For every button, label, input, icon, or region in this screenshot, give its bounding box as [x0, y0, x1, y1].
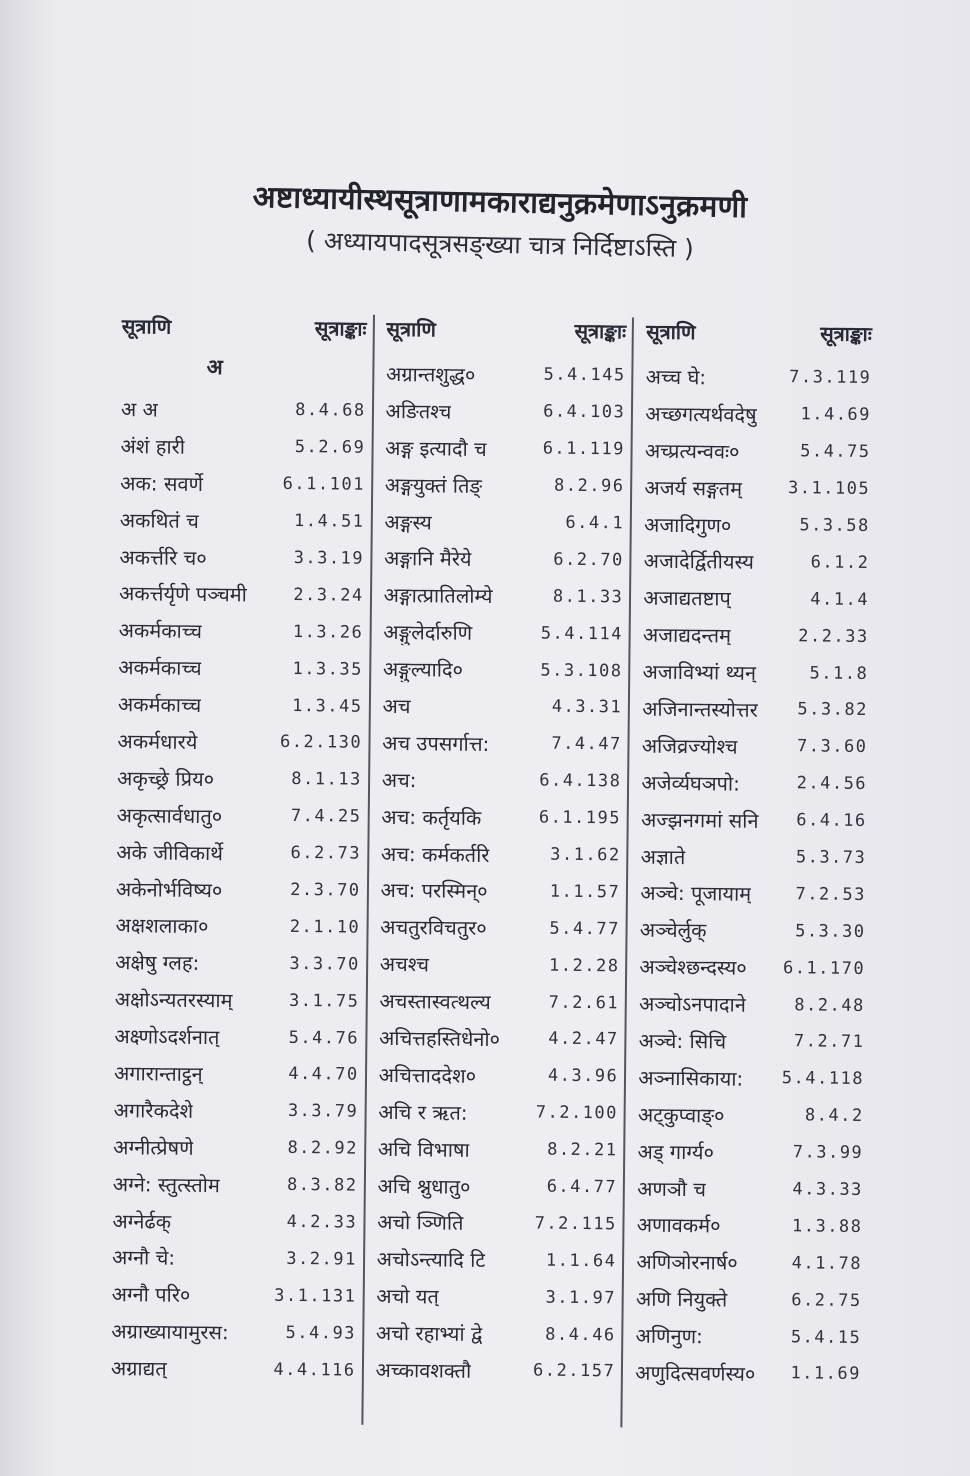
sutra-number: 1.3.88	[791, 1216, 863, 1237]
index-entry	[371, 613, 629, 653]
sutra-text: अचो ञ्णिति	[377, 1210, 464, 1236]
index-entry	[633, 394, 877, 433]
sutra-text: अग्राख्यायामुरस:	[111, 1319, 229, 1345]
index-entry	[630, 726, 874, 765]
sutra-text: अक्ष्णोऽदर्शनात्	[114, 1024, 220, 1050]
sutra-number: 7.2.115	[534, 1213, 617, 1235]
sutra-text: अगारैकदेशे	[113, 1097, 194, 1123]
column-rows	[623, 358, 877, 1393]
sutra-text: अजर्य सङ्गतम्	[644, 475, 743, 501]
index-entry	[370, 724, 628, 764]
index-entry	[373, 392, 631, 432]
sutra-number: 4.3.96	[547, 1066, 619, 1087]
sutra-number: 5.4.93	[285, 1322, 357, 1344]
sutra-number: 2.3.24	[293, 584, 364, 606]
sutra-text: अणि नियुक्ते	[635, 1286, 728, 1312]
sutra-text: अच उपसर्गात्त:	[382, 730, 490, 756]
sutra-number: 3.1.131	[274, 1285, 357, 1307]
index-entry	[372, 502, 630, 542]
sutra-number: 5.4.118	[781, 1068, 865, 1090]
index-entry	[632, 505, 876, 544]
sutra-text: अच्छगत्यर्थवदेषु	[645, 401, 757, 427]
sutra-text: अकृत्सार्वधातु०	[116, 802, 223, 828]
column-rows	[97, 390, 372, 1389]
sutra-text: अञ्नासिकाया:	[638, 1065, 744, 1091]
sutra-index-table	[96, 312, 878, 1430]
index-entry	[630, 690, 874, 729]
index-entry	[632, 542, 876, 581]
sutra-number: 3.1.75	[288, 990, 360, 1012]
index-entry	[623, 1354, 867, 1393]
index-entry	[370, 761, 628, 801]
sutra-number: 5.3.82	[797, 699, 868, 721]
sutra-text: अचि विभाषा	[377, 1136, 470, 1162]
index-entry	[627, 985, 871, 1024]
sutra-number: 1.1.57	[549, 881, 621, 903]
sutra-text: अजाद्यदन्तम्	[642, 622, 732, 648]
column-header-sutra: सूत्राणि	[121, 314, 172, 339]
sutra-number: 6.2.73	[290, 843, 362, 864]
sutra-text: अजाद्यतष्टाप्	[643, 585, 732, 611]
sutra-text: अच: कर्तृयकि	[381, 804, 482, 830]
sutra-number: 8.2.48	[794, 994, 865, 1016]
index-entry	[367, 982, 625, 1022]
index-entry	[629, 800, 873, 839]
sutra-number: 7.2.53	[795, 884, 867, 905]
sutra-text: अजादिगुण०	[643, 512, 732, 538]
sutra-text: अग्राद्यत्	[110, 1356, 167, 1381]
sutra-text: अचित्ताददेश०	[378, 1062, 477, 1088]
sutra-number: 5.4.145	[543, 365, 626, 386]
index-entry	[633, 431, 877, 470]
index-entry	[625, 1169, 869, 1208]
sutra-number: 4.3.33	[792, 1179, 863, 1200]
sutra-number: 8.4.68	[295, 400, 366, 422]
sutra-text: अच: परस्मिन्०	[380, 878, 488, 904]
index-entry	[107, 390, 372, 430]
sutra-text: अगारान्ताट्ठन्	[113, 1061, 203, 1087]
sutra-text: अणिनुण:	[635, 1323, 703, 1349]
index-entry	[628, 837, 872, 876]
sutra-number: 3.1.62	[550, 844, 621, 866]
index-entry	[626, 1095, 870, 1134]
sutra-number: 5.1.8	[809, 662, 869, 684]
index-entry	[98, 1202, 363, 1242]
sutra-text: अ अ	[120, 397, 159, 422]
sutra-number: 7.2.61	[548, 992, 620, 1013]
column-header	[374, 315, 632, 358]
sutra-number: 6.4.103	[543, 401, 626, 423]
index-column-3	[621, 317, 878, 1430]
column-header	[634, 318, 878, 361]
sutra-number: 3.3.19	[293, 547, 365, 569]
sutra-text: अट्कुप्वाङ्०	[637, 1102, 725, 1128]
sutra-number: 6.4.138	[539, 770, 622, 792]
index-entry	[370, 687, 628, 727]
sutra-text: अञ्चेश्छन्दस्य०	[639, 954, 747, 980]
sutra-text: अञ्चे: पूजायाम्	[640, 881, 752, 907]
index-entry	[625, 1132, 869, 1171]
sutra-text: अचश्च	[379, 952, 430, 977]
sutra-text: अञ्चोऽनपादाने	[638, 991, 746, 1017]
index-entry	[97, 1349, 362, 1389]
index-entry	[98, 1238, 363, 1278]
index-column-1	[96, 312, 372, 1425]
index-entry	[628, 911, 872, 950]
index-entry	[369, 797, 627, 837]
sutra-number: 3.3.79	[287, 1101, 359, 1123]
sutra-text: अणुदित्सवर्णस्य०	[635, 1360, 756, 1386]
index-entry	[625, 1206, 869, 1245]
sutra-number: 4.2.47	[548, 1029, 619, 1050]
index-entry	[373, 465, 631, 505]
index-entry	[631, 616, 875, 655]
index-entry	[106, 501, 371, 541]
sutra-number: 6.1.119	[542, 438, 626, 460]
index-entry	[97, 1312, 362, 1352]
sutra-text: अणञौ च	[637, 1176, 707, 1201]
sutra-number: 4.4.70	[288, 1064, 359, 1086]
index-entry	[631, 579, 875, 618]
sutra-text: अजिनान्तस्योत्तर	[642, 696, 759, 722]
sutra-text: अचोऽन्त्यादि टि	[376, 1247, 486, 1273]
sutra-text: अणिञोरनार्ष०	[636, 1249, 738, 1275]
index-entry	[105, 538, 370, 578]
index-entry	[372, 539, 630, 579]
sutra-number: 5.4.114	[540, 623, 624, 645]
index-entry	[363, 1351, 621, 1391]
column-header-sutra: सूत्राणि	[386, 316, 437, 342]
sutra-text: अकथितं च	[119, 507, 200, 533]
sutra-number: 5.4.77	[549, 918, 620, 940]
sutra-text: अग्नौ चे:	[111, 1245, 176, 1271]
sutra-text: अञ्चे: सिचि	[638, 1028, 727, 1054]
index-entry	[101, 980, 366, 1020]
sutra-text: अड् गार्ग्य०	[637, 1139, 715, 1165]
sutra-text: अच:	[381, 767, 417, 792]
sutra-number: 6.4.77	[546, 1176, 618, 1198]
sutra-text: अङितश्च	[385, 398, 452, 424]
sutra-number: 4.1.78	[791, 1253, 863, 1274]
sutra-text: अकेनोर्भविष्य०	[115, 876, 223, 902]
sutra-number: 8.4.2	[804, 1105, 864, 1127]
index-entry	[106, 427, 371, 467]
sutra-number: 5.4.76	[288, 1027, 360, 1049]
sutra-text: अग्नौ परि०	[111, 1282, 191, 1308]
sutra-text: अग्नीत्प्रेषणे	[113, 1134, 194, 1160]
index-entry	[372, 576, 630, 616]
column-header	[108, 312, 373, 355]
sutra-text: अणावकर्म०	[636, 1213, 721, 1238]
sutra-number: 8.2.92	[287, 1138, 359, 1159]
sutra-text: अचो यत्	[376, 1284, 440, 1309]
index-entry	[627, 948, 871, 987]
sutra-number: 4.3.31	[551, 697, 623, 718]
index-entry	[365, 1203, 623, 1243]
sutra-text: अच: कर्मकर्तरि	[380, 841, 490, 867]
sutra-number: 6.1.195	[538, 807, 622, 829]
sutra-number: 6.1.170	[782, 957, 866, 979]
sutra-number: 7.2.71	[793, 1031, 865, 1053]
sutra-number: 1.2.28	[548, 955, 620, 977]
sutra-number: 6.4.1	[565, 512, 625, 534]
sutra-number: 5.4.75	[800, 441, 871, 463]
index-entry	[368, 945, 626, 985]
sutra-number: 5.2.69	[294, 437, 366, 459]
index-entry	[364, 1314, 622, 1354]
sutra-number: 5.3.58	[799, 515, 870, 536]
index-entry	[103, 722, 368, 762]
sutra-number: 7.4.47	[551, 734, 622, 755]
page-heading	[140, 179, 860, 264]
index-entry	[366, 1093, 624, 1133]
index-entry	[374, 355, 632, 395]
index-entry	[98, 1275, 363, 1315]
index-entry	[366, 1129, 624, 1169]
sutra-number: 8.3.82	[286, 1175, 358, 1196]
sutra-number: 8.1.33	[552, 586, 624, 608]
index-entry	[368, 871, 626, 911]
index-entry	[629, 763, 873, 802]
sutra-text: अजिव्रज्योश्च	[641, 733, 738, 759]
index-entry	[365, 1240, 623, 1280]
sutra-text: अचित्तहस्तिधेनो०	[378, 1025, 501, 1052]
sutra-text: अङ्गयुक्तं तिङ्	[384, 472, 483, 498]
sutra-text: अच्कावशक्तौ	[375, 1357, 472, 1383]
sutra-text: अकर्त्तरि च०	[119, 544, 207, 570]
sutra-text: अञ्चेर्लुक्	[639, 917, 707, 943]
sutra-number: 7.4.25	[290, 806, 362, 827]
sutra-text: अङ्ग इत्यादौ च	[385, 435, 487, 461]
sutra-number: 7.2.100	[535, 1102, 619, 1124]
sutra-number: 8.1.13	[291, 769, 362, 791]
column-header-sutra: सूत्राणि	[646, 319, 696, 345]
sutra-text: अक्षशलाका०	[115, 913, 209, 939]
index-entry	[105, 574, 370, 614]
sutra-number: 3.3.70	[289, 953, 360, 975]
sutra-number: 1.4.51	[293, 511, 365, 532]
sutra-number: 4.1.4	[810, 589, 870, 610]
sutra-number: 6.2.130	[279, 732, 363, 754]
sutra-number: 2.4.56	[796, 773, 868, 795]
index-entry	[365, 1166, 623, 1206]
sutra-number: 6.2.75	[791, 1289, 862, 1311]
index-entry	[104, 611, 369, 651]
index-entry	[624, 1280, 868, 1319]
index-entry	[104, 685, 369, 725]
column-header-number: सूत्राङ्काः	[314, 316, 367, 341]
sutra-number: 5.4.15	[790, 1326, 862, 1348]
index-entry	[624, 1243, 868, 1282]
sutra-number: 4.4.116	[273, 1359, 356, 1381]
sutra-number: 7.3.119	[789, 367, 872, 389]
column-header-number: सूत्राङ्काः	[820, 321, 872, 346]
sutra-text: अकर्मकाच्च	[118, 655, 202, 681]
sutra-number: 2.2.33	[798, 625, 869, 647]
sutra-text: अज्ञाते	[640, 844, 686, 869]
sutra-number: 8.2.21	[547, 1139, 618, 1161]
index-entry	[630, 653, 874, 692]
sutra-number: 6.2.157	[532, 1360, 616, 1382]
sutra-text: अचि र ऋत:	[378, 1099, 468, 1125]
sutra-number: 8.4.46	[545, 1324, 616, 1345]
index-entry	[626, 1058, 870, 1097]
sutra-number: 1.3.35	[292, 658, 364, 680]
sutra-number: 3.1.105	[787, 478, 871, 500]
index-entry	[369, 834, 627, 874]
sutra-number: 1.3.45	[292, 695, 363, 717]
sutra-number: 6.2.70	[553, 549, 624, 571]
index-entry	[623, 1317, 867, 1356]
index-entry	[100, 1017, 365, 1057]
sutra-text: अग्नेर्ढक्	[112, 1208, 172, 1234]
sutra-number: 2.1.10	[289, 916, 361, 938]
sutra-text: अजाविभ्यां थ्यन्	[642, 659, 757, 685]
sutra-number: 6.1.2	[810, 552, 870, 573]
index-entry	[632, 468, 876, 507]
sutra-text: अङ्गात्प्रातिलोम्ये	[383, 583, 493, 609]
sutra-text: अज्झनगमां सनि	[640, 807, 759, 833]
sutra-text: अग्रान्तशुद्ध०	[385, 361, 476, 387]
sutra-number: 1.4.69	[800, 404, 872, 426]
sutra-text: अजादेर्द्वितीयस्य	[643, 549, 755, 575]
sutra-text: अचो रहाभ्यां द्वे	[375, 1320, 483, 1347]
index-entry	[102, 833, 367, 873]
sutra-text: अजेर्व्यघञपो:	[641, 770, 741, 796]
index-entry	[99, 1128, 364, 1168]
sutra-text: अङ्गानि मैरेये	[383, 546, 472, 572]
index-entry	[101, 906, 366, 946]
index-entry	[368, 908, 626, 948]
sutra-text: अच्प्रत्यन्ववः०	[644, 438, 740, 464]
index-entry	[367, 1019, 625, 1059]
index-entry	[364, 1277, 622, 1317]
sutra-text: अकर्मधारये	[117, 729, 198, 754]
column-header-number: सूत्राङ्काः	[574, 318, 627, 344]
sutra-text: अचि श्नुधातु०	[377, 1173, 471, 1199]
sutra-text: अङ्गस्य	[384, 509, 432, 534]
index-entry	[100, 1054, 365, 1094]
index-entry	[101, 943, 366, 983]
index-entry	[103, 796, 368, 836]
sutra-number: 8.2.96	[553, 475, 625, 497]
sutra-number: 5.3.30	[795, 921, 866, 942]
sutra-text: अक: सवर्णे	[120, 470, 204, 496]
index-entry	[627, 1022, 871, 1061]
sutra-text: अच्च घे:	[645, 364, 707, 390]
column-rows	[363, 355, 631, 1391]
index-entry	[371, 650, 629, 690]
sutra-text: अङ्गुल्यादि०	[382, 656, 464, 682]
index-entry	[104, 648, 369, 688]
sutra-text: अकर्मकाच्च	[118, 618, 203, 644]
index-entry	[103, 759, 368, 799]
sutra-text: अकर्त्तर्यृणे पञ्चमी	[118, 581, 247, 607]
index-entry	[106, 464, 371, 504]
page-subtitle: ( अध्यायपादसूत्रसङ्ख्या चात्र निर्दिष्टाऽस्ति )	[305, 225, 695, 264]
sutra-text: अके जीविकार्थे	[116, 839, 224, 865]
sutra-text: अग्ने: स्तुत्स्तोम	[112, 1171, 220, 1197]
index-column-2	[361, 315, 632, 1428]
sutra-number: 5.3.73	[795, 847, 867, 868]
section-letter: अ	[206, 355, 223, 380]
sutra-text: अक्षेषु ग्लह:	[115, 950, 200, 976]
sutra-number: 3.1.97	[545, 1287, 617, 1309]
sutra-number: 1.3.26	[292, 621, 364, 643]
sutra-text: अकृच्छ्रे प्रिय०	[116, 765, 215, 791]
sutra-number: 7.3.99	[792, 1142, 864, 1164]
sutra-text: अच	[382, 693, 411, 719]
sutra-text: अचतुरविचतुर०	[380, 915, 487, 941]
sutra-number: 3.2.91	[286, 1248, 357, 1270]
index-entry	[366, 1056, 624, 1096]
sutra-number: 6.4.16	[796, 810, 867, 832]
sutra-text: अक्षोऽन्यतरस्याम्	[114, 987, 233, 1013]
index-entry	[99, 1165, 364, 1205]
index-entry	[373, 429, 631, 469]
sutra-text: अङ्गुलेर्दारुणि	[383, 620, 473, 646]
sutra-number: 6.1.101	[282, 474, 365, 495]
sutra-text: अकर्मकाच्च	[117, 692, 202, 718]
sutra-number: 4.2.33	[286, 1211, 358, 1233]
sutra-text: अंशं हारी	[120, 433, 186, 459]
sutra-number: 1.1.69	[790, 1363, 862, 1385]
index-entry	[99, 1091, 364, 1131]
sutra-text: अचस्तास्वत्थल्य	[379, 988, 491, 1015]
sutra-number: 2.3.70	[290, 879, 361, 901]
index-entry	[628, 874, 872, 913]
sutra-number: 5.3.108	[540, 660, 623, 681]
sutra-number: 7.3.60	[796, 736, 868, 758]
index-entry	[633, 358, 877, 397]
page-title: अष्टाध्यायीस्थसूत्राणामकाराद्यनुक्रमेणाऽनुक्रमणी	[252, 179, 748, 226]
index-entry	[102, 870, 367, 910]
sutra-number: 1.1.64	[545, 1250, 617, 1272]
